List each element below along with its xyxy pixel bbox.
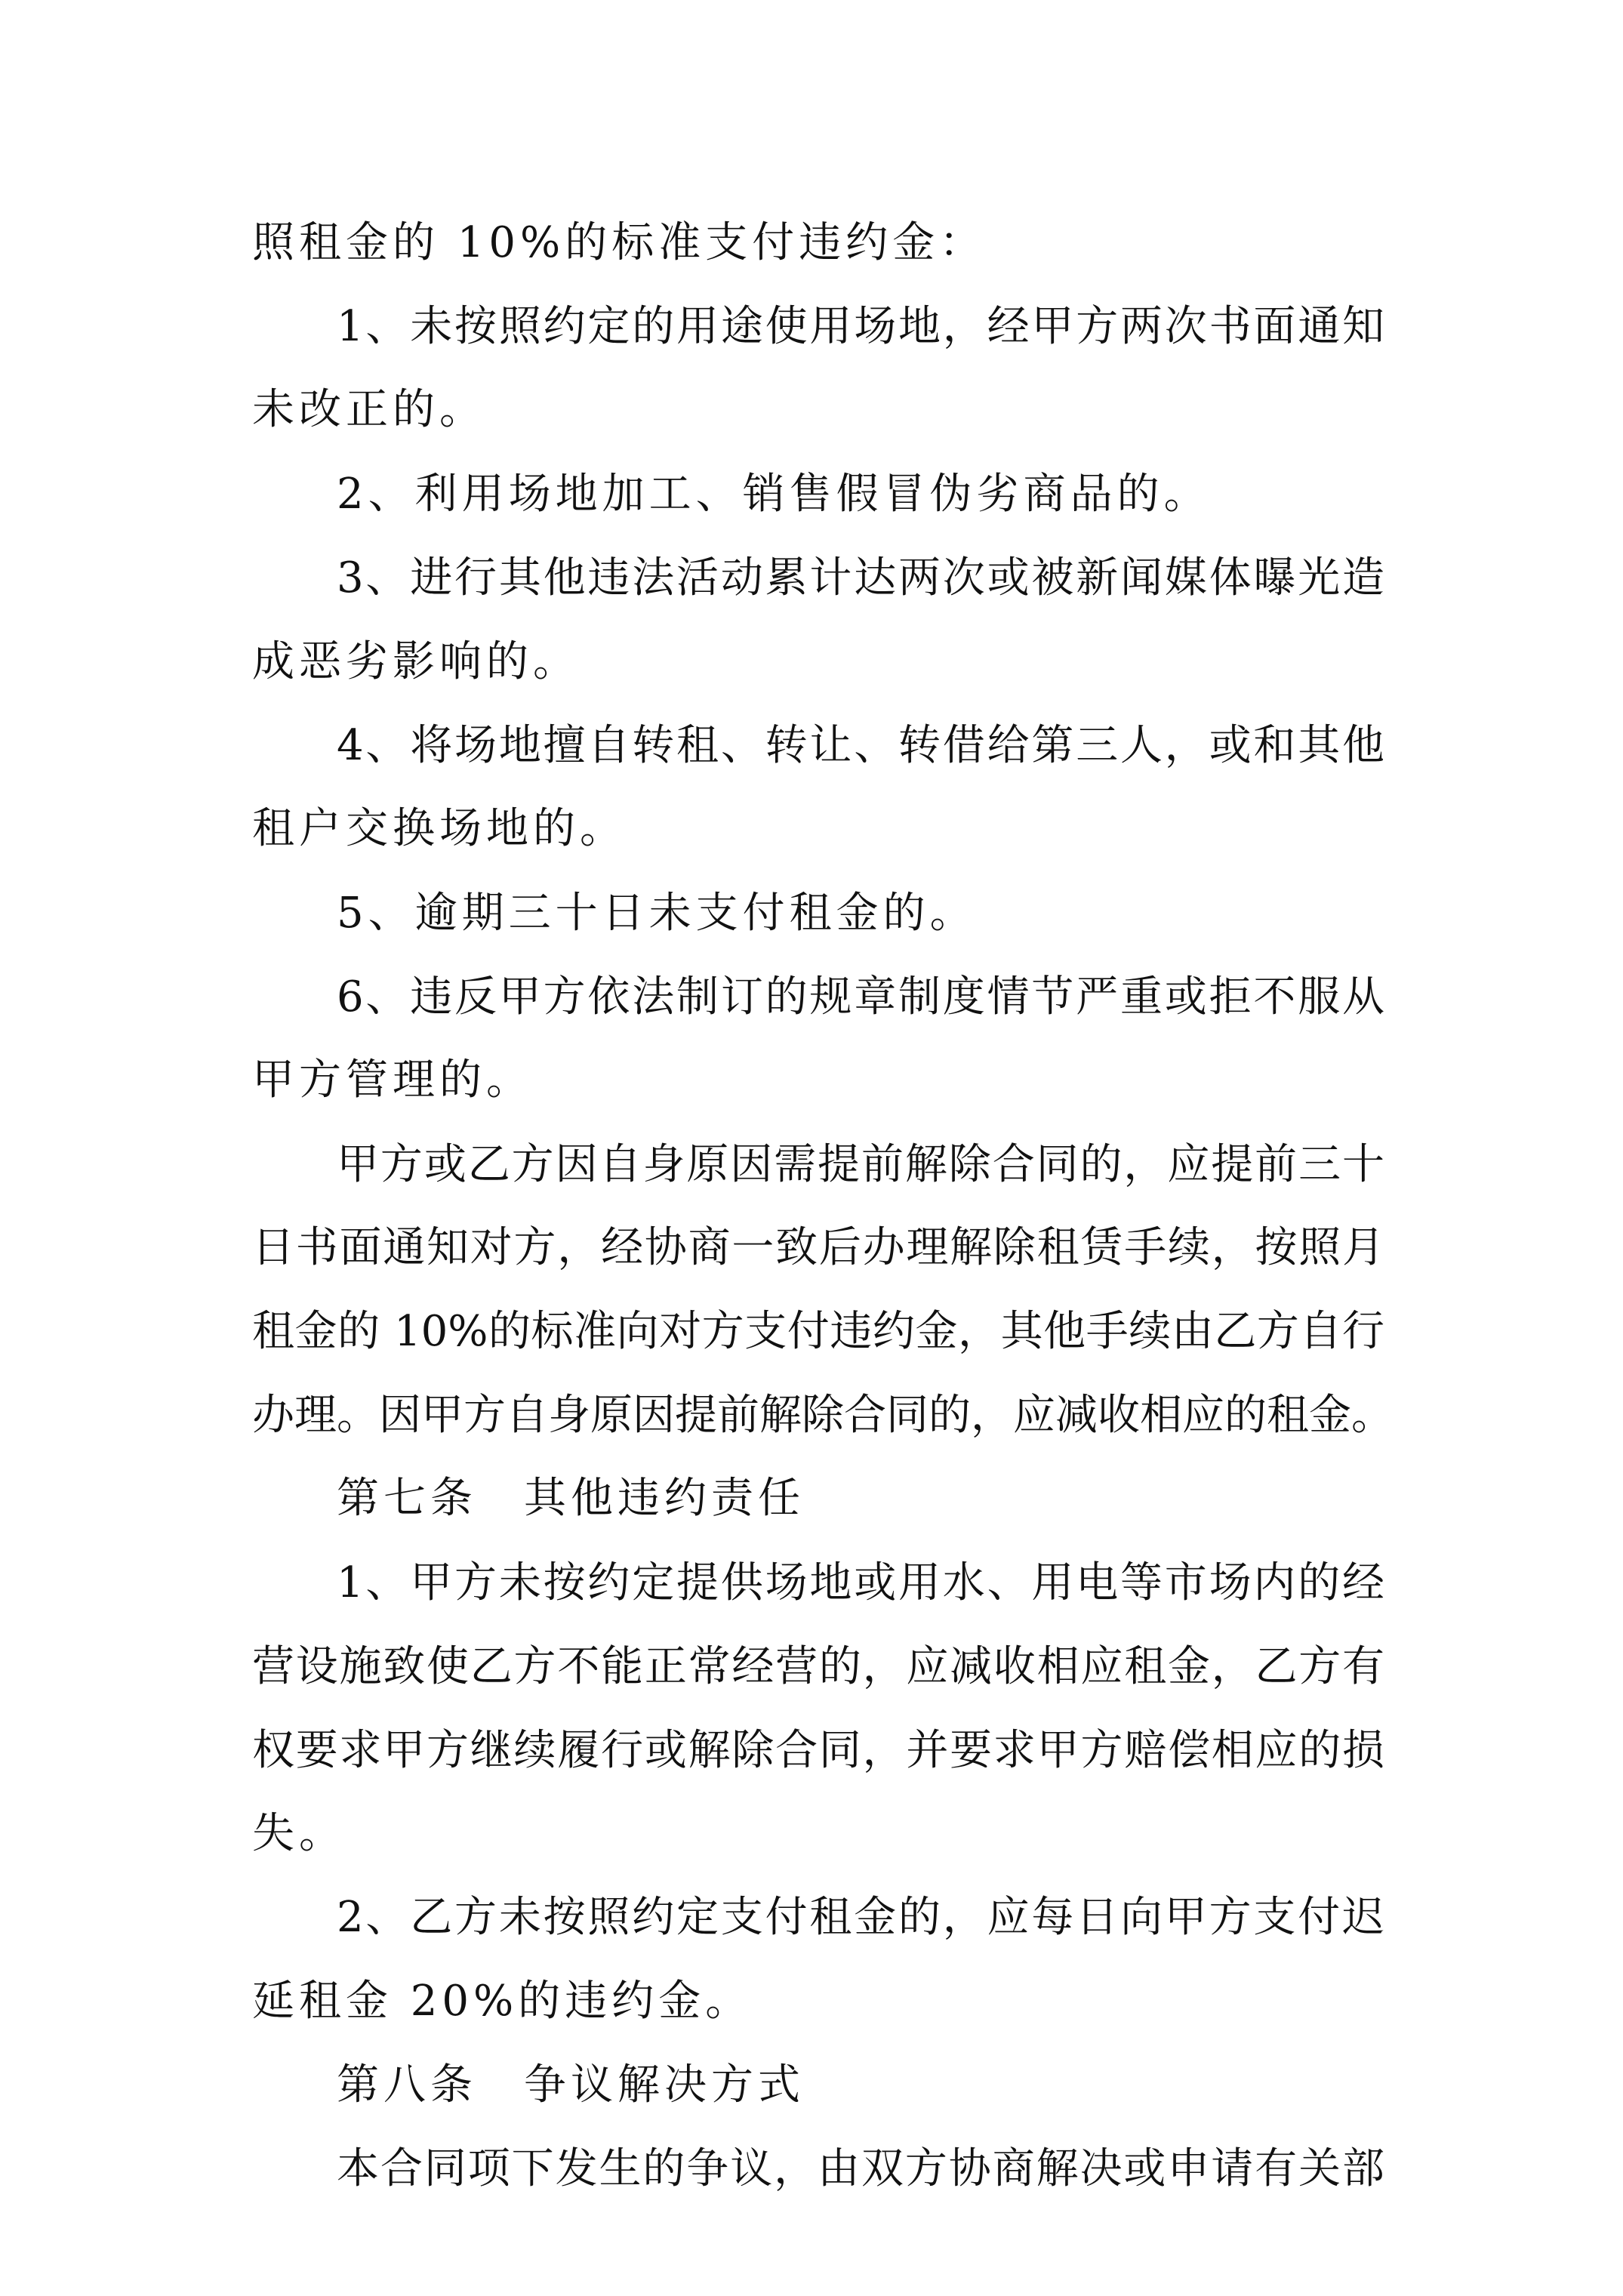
text-line: 权要求甲方继续履行或解除合同，并要求甲方赔偿相应的损 xyxy=(252,1726,1384,1775)
text-line: 办理。因甲方自身原因提前解除合同的，应减收相应的租金。 xyxy=(252,1391,1394,1440)
text-line: 成恶劣影响的。 xyxy=(252,637,580,686)
text-line: 3、进行其他违法活动累计达两次或被新闻媒体曝光造 xyxy=(337,553,1384,603)
text-line: 租户交换场地的。 xyxy=(252,804,627,853)
text-line: 未改正的。 xyxy=(252,385,486,434)
text-line: 失。 xyxy=(252,1809,346,1858)
text-line: 4、将场地擅自转租、转让、转借给第三人，或和其他 xyxy=(337,721,1384,770)
text-line: 营设施致使乙方不能正常经营的，应减收相应租金，乙方有 xyxy=(252,1642,1384,1691)
text-line: 延租金 20%的违约金。 xyxy=(252,1977,753,2026)
text-line: 租金的 10%的标准向对方支付违约金，其他手续由乙方自行 xyxy=(252,1307,1384,1356)
text-line: 甲方或乙方因自身原因需提前解除合同的，应提前三十 xyxy=(337,1140,1384,1189)
text-line: 甲方管理的。 xyxy=(252,1056,533,1105)
section-heading: 第八条 争议解决方式 xyxy=(337,2060,805,2110)
text-line: 照租金的 10%的标准支付违约金： xyxy=(252,218,987,267)
text-line: 5、逾期三十日未支付租金的。 xyxy=(337,889,977,938)
text-line: 6、违反甲方依法制订的规章制度情节严重或拒不服从 xyxy=(337,972,1384,1022)
text-line: 本合同项下发生的争议，由双方协商解决或申请有关部 xyxy=(337,2144,1384,2193)
text-line: 1、未按照约定的用途使用场地，经甲方两次书面通知 xyxy=(337,302,1384,351)
section-heading: 第七条 其他违约责任 xyxy=(337,1474,805,1523)
text-line: 1、甲方未按约定提供场地或用水、用电等市场内的经 xyxy=(337,1558,1384,1607)
text-line: 2、利用场地加工、销售假冒伪劣商品的。 xyxy=(337,470,1211,519)
text-line: 2、乙方未按照约定支付租金的，应每日向甲方支付迟 xyxy=(337,1893,1384,1942)
text-line: 日书面通知对方，经协商一致后办理解除租赁手续，按照月 xyxy=(252,1223,1384,1272)
